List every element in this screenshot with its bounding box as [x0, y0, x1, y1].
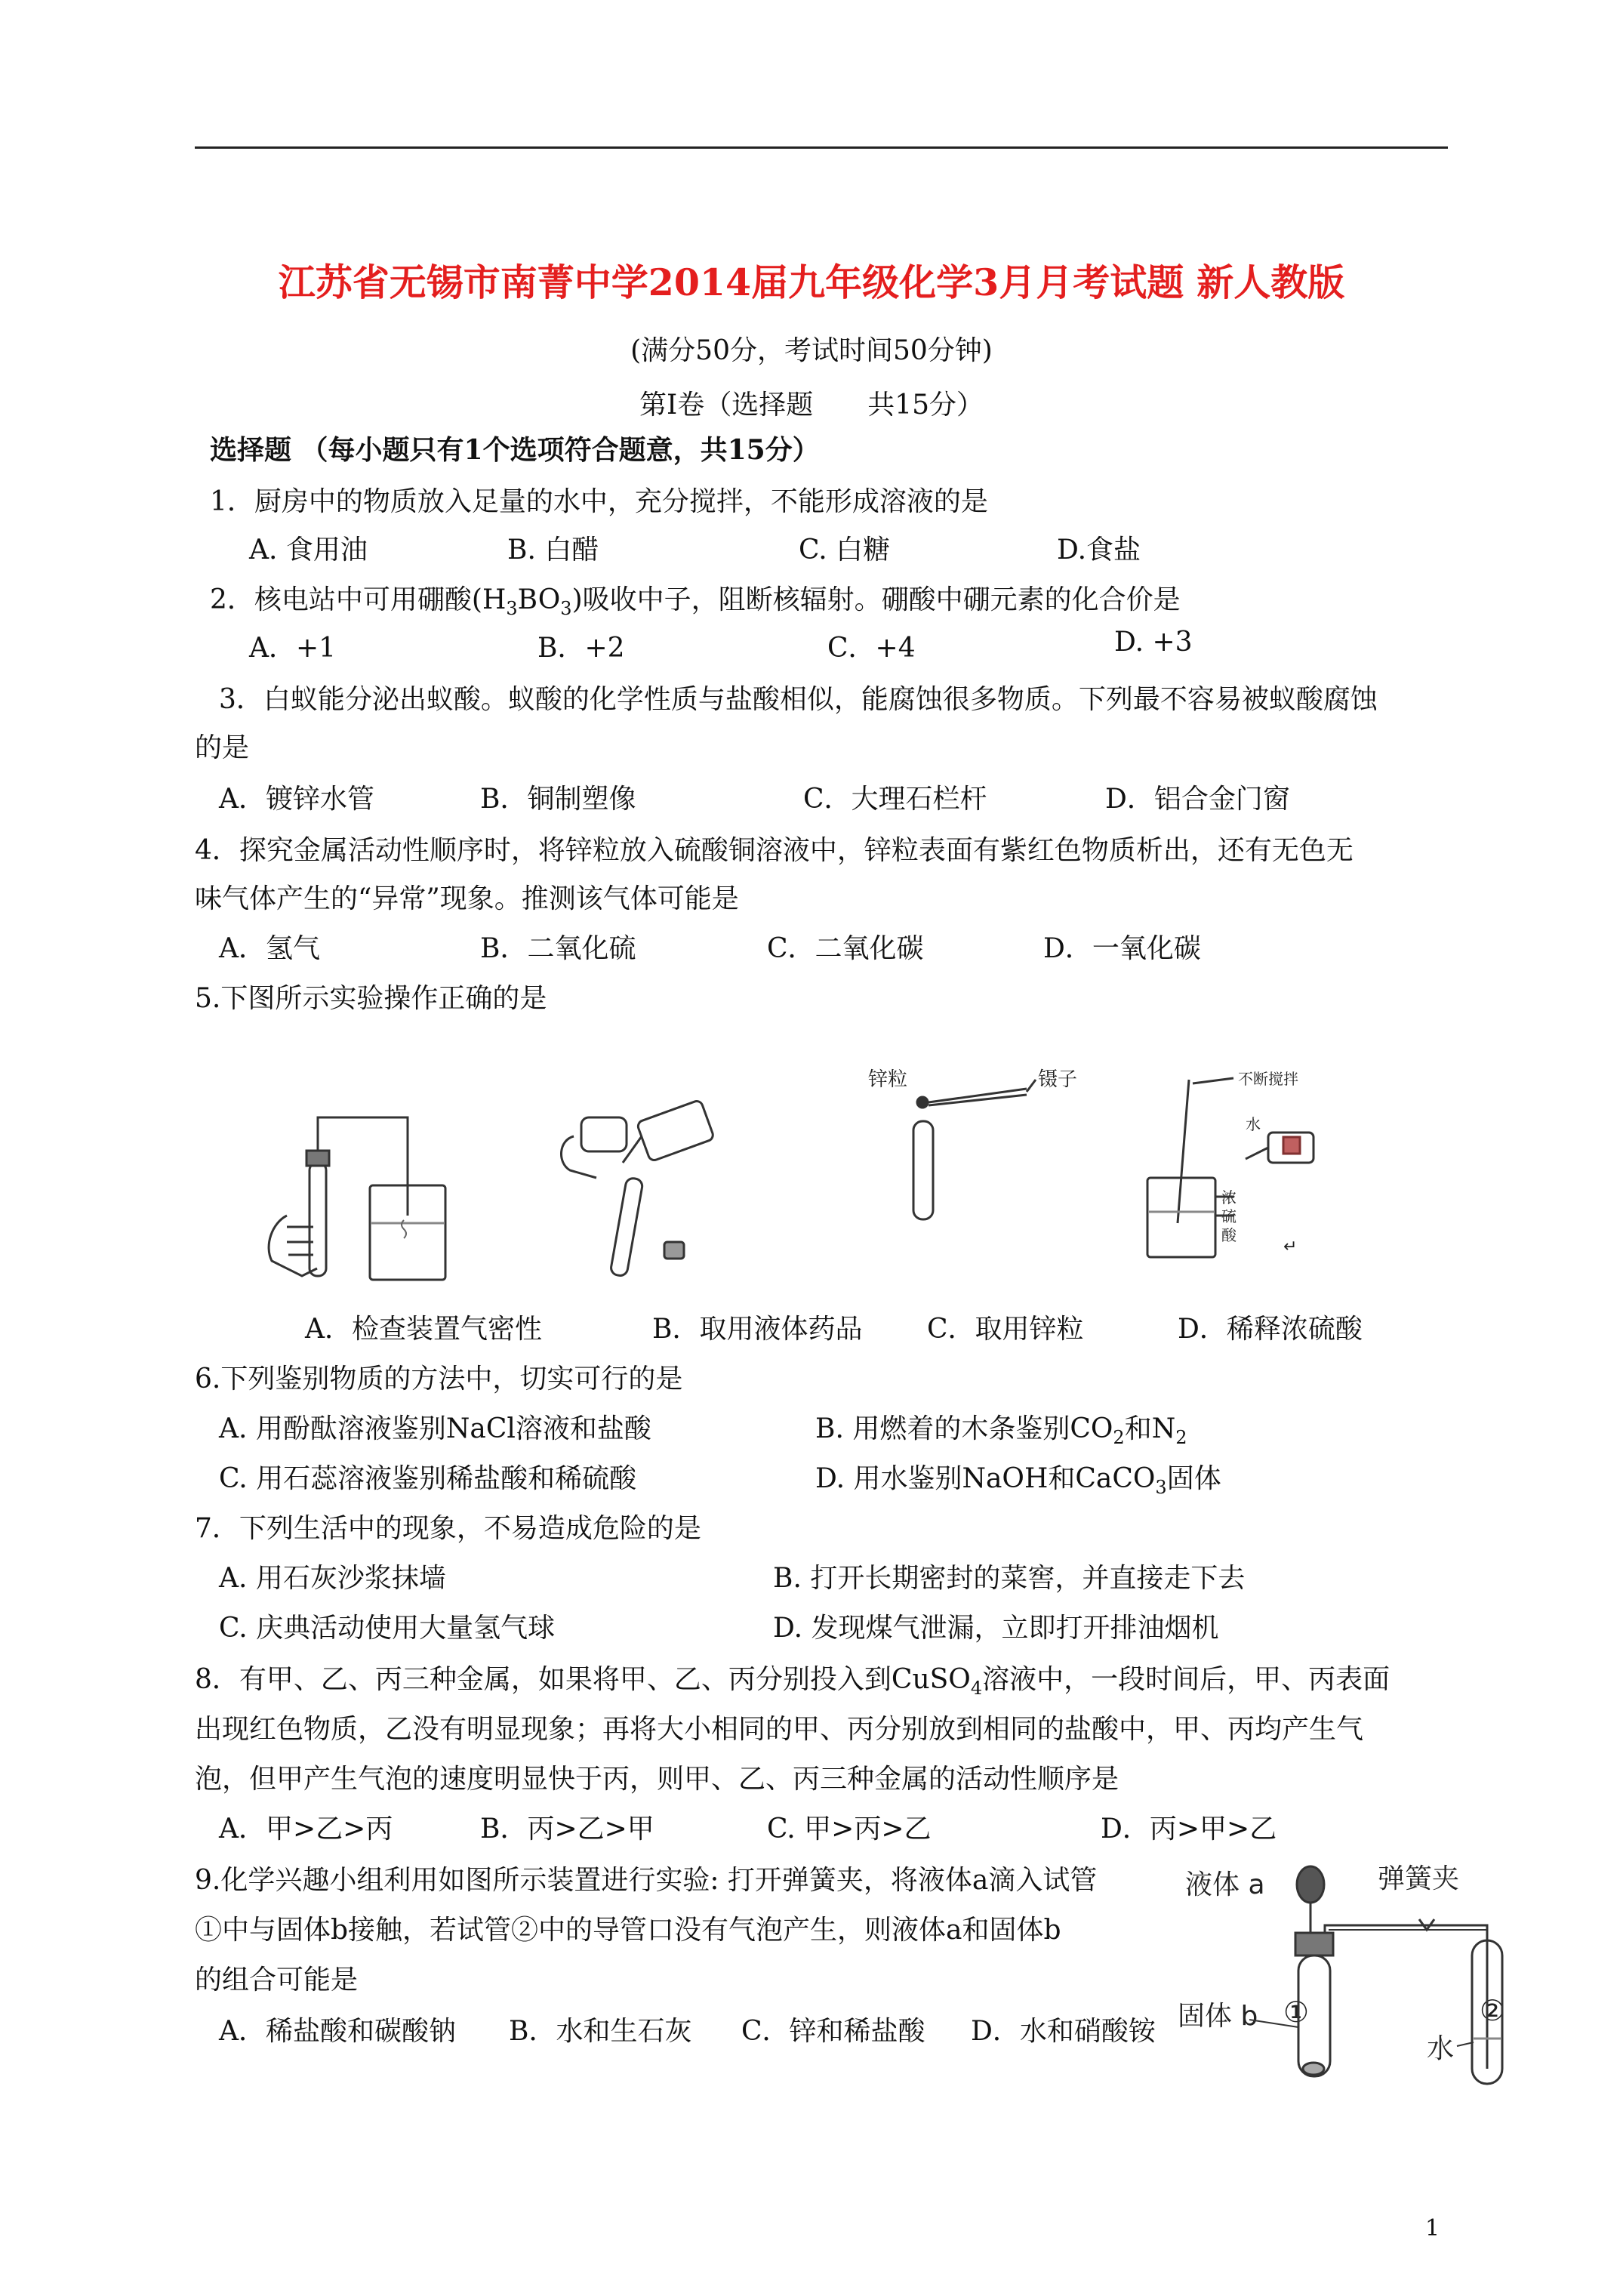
diagram-airtightness-check [257, 1095, 483, 1291]
question-3-line-1: 3．白蚁能分泌出蚁酸。蚁酸的化学性质与盐酸相似，能腐蚀很多物质。下列最不容易被蚁酸腐蚀 [219, 684, 1378, 715]
q6-option-d: D. 用水鉴别NaOH和CaCO$_3$固体 [815, 1463, 1221, 1499]
diagram-dilute-acid [1132, 1065, 1336, 1261]
q7-option-a: A. 用石灰沙浆抹墙 [219, 1563, 446, 1594]
q2-option-c: C．+4 [827, 633, 916, 664]
q4-option-a: A．氢气 [219, 933, 320, 964]
q5-option-a: A．检查装置气密性 [305, 1314, 542, 1345]
q9-option-c: C．锌和稀盐酸 [741, 2016, 925, 2047]
label-tweezers: 镊子 [1038, 1068, 1078, 1091]
question-5-stem: 5.下图所示实验操作正确的是 [195, 983, 547, 1014]
q1-option-d: D.食盐 [1057, 535, 1141, 566]
q6-option-b: B. 用燃着的木条鉴别$CO_2$和$N_2$ [815, 1413, 1187, 1449]
q4-option-d: D．一氧化碳 [1043, 933, 1201, 964]
q1-option-b: B. 白醋 [507, 535, 599, 566]
question-9-line-2: ①中与固体b接触，若试管②中的导管口没有气泡产生，则液体a和固体b [195, 1915, 1061, 1946]
label-zinc: 锌粒 [868, 1068, 908, 1091]
q1-option-a: A. 食用油 [249, 535, 368, 566]
label-solid-b: 固体 b [1178, 2001, 1258, 2032]
question-4-line-1: 4．探究金属活动性顺序时，将锌粒放入硫酸铜溶液中，锌粒表面有紫红色物质析出，还有无色无 [195, 835, 1354, 866]
label-stir: 不断搅拌 [1238, 1070, 1298, 1088]
label-water: 水 [1246, 1115, 1261, 1133]
diagram-liquid-reagent [551, 1095, 732, 1291]
label-acid-1: 浓 [1221, 1188, 1236, 1207]
question-8-line-2: 出现红色物质，乙没有明显现象；再将大小相同的甲、丙分别放到相同的盐酸中，甲、丙均产生气 [195, 1714, 1364, 1745]
q2-option-d: D. +3 [1114, 627, 1193, 658]
q9-option-b: B．水和生石灰 [509, 2016, 692, 2047]
q3-option-c: C．大理石栏杆 [803, 784, 987, 815]
page-title: 江苏省无锡市南菁中学2014届九年级化学3月月考试题 新人教版 [278, 260, 1345, 304]
part-heading: 第Ⅰ卷（选择题 共15分） [639, 390, 984, 421]
q3-option-d: D．铝合金门窗 [1105, 784, 1290, 815]
question-1-stem: 1．厨房中的物质放入足量的水中，充分搅拌，不能形成溶液的是 [210, 486, 988, 517]
q2-option-a: A．+1 [249, 633, 337, 664]
q1-option-c: C. 白糖 [799, 535, 891, 566]
question-6-stem: 6.下列鉴别物质的方法中，切实可行的是 [195, 1364, 683, 1395]
diagram-zinc-tweezers [861, 1049, 1087, 1231]
q6-option-c: C. 用石蕊溶液鉴别稀盐酸和稀硫酸 [219, 1463, 637, 1494]
q8-option-b: B．丙>乙>甲 [480, 1814, 654, 1845]
q8-option-a: A．甲>乙>丙 [219, 1814, 393, 1845]
question-8-line-1: 8．有甲、乙、丙三种金属，如果将甲、乙、丙分别投入到CuSO$_4$溶液中，一段时间后，甲、丙表面 [195, 1664, 1390, 1700]
page-number: 1 [1425, 2215, 1440, 2242]
question-9-line-3: 的组合可能是 [195, 1965, 359, 1996]
q7-option-c: C. 庆典活动使用大量氢气球 [219, 1613, 556, 1644]
q5-option-c: C．取用锌粒 [927, 1314, 1084, 1345]
q4-option-c: C．二氧化碳 [767, 933, 924, 964]
section-heading: 选择题 （每小题只有1个选项符合题意，共15分） [210, 434, 820, 466]
q8-option-c: C. 甲>丙>乙 [767, 1814, 932, 1845]
question-2-stem: 2．核电站中可用硼酸$(H_3BO_3)$吸收中子，阻断核辐射。硼酸中硼元素的化合价是 [210, 584, 1181, 620]
q6-option-a: A. 用酚酞溶液鉴别NaCl溶液和盐酸 [219, 1413, 651, 1444]
label-water: 水 [1427, 2033, 1455, 2064]
q5-option-b: B．取用液体药品 [652, 1314, 863, 1345]
exam-info: (满分50分，考试时间50分钟) [630, 335, 993, 366]
label-acid-2: 硫 [1221, 1207, 1236, 1225]
q4-option-b: B．二氧化硫 [480, 933, 636, 964]
header-rule [195, 146, 1448, 149]
diagram-q9-apparatus [1178, 1850, 1525, 2099]
label-tube-1: ① [1283, 1996, 1310, 2029]
q7-option-b: B. 打开长期密封的菜窖，并直接走下去 [773, 1563, 1246, 1594]
q3-option-b: B．铜制塑像 [480, 784, 636, 815]
label-liquid-a: 液体 a [1185, 1869, 1265, 1900]
question-8-line-3: 泡，但甲产生气泡的速度明显快于丙，则甲、乙、丙三种金属的活动性顺序是 [195, 1764, 1119, 1795]
q9-option-d: D．水和硝酸铵 [971, 2016, 1156, 2047]
q8-option-d: D．丙>甲>乙 [1101, 1814, 1277, 1845]
q3-option-a: A．镀锌水管 [219, 784, 374, 815]
q9-option-a: A．稀盐酸和碳酸钠 [219, 2016, 456, 2047]
svg-text:↵: ↵ [1283, 1237, 1298, 1256]
q7-option-d: D. 发现煤气泄漏，立即打开排油烟机 [773, 1613, 1219, 1644]
question-9-line-1: 9.化学兴趣小组利用如图所示装置进行实验: 打开弹簧夹，将液体a滴入试管 [195, 1865, 1098, 1896]
q2-option-b: B．+2 [537, 633, 625, 664]
question-4-line-2: 味气体产生的“异常”现象。推测该气体可能是 [195, 883, 739, 914]
question-3-line-2: 的是 [195, 732, 250, 763]
q5-option-d: D．稀释浓硫酸 [1178, 1314, 1363, 1345]
label-acid-3: 酸 [1221, 1226, 1236, 1244]
label-tube-2: ② [1480, 1994, 1506, 2027]
question-7-stem: 7．下列生活中的现象，不易造成危险的是 [195, 1513, 701, 1544]
label-spring-clamp: 弹簧夹 [1378, 1863, 1460, 1894]
